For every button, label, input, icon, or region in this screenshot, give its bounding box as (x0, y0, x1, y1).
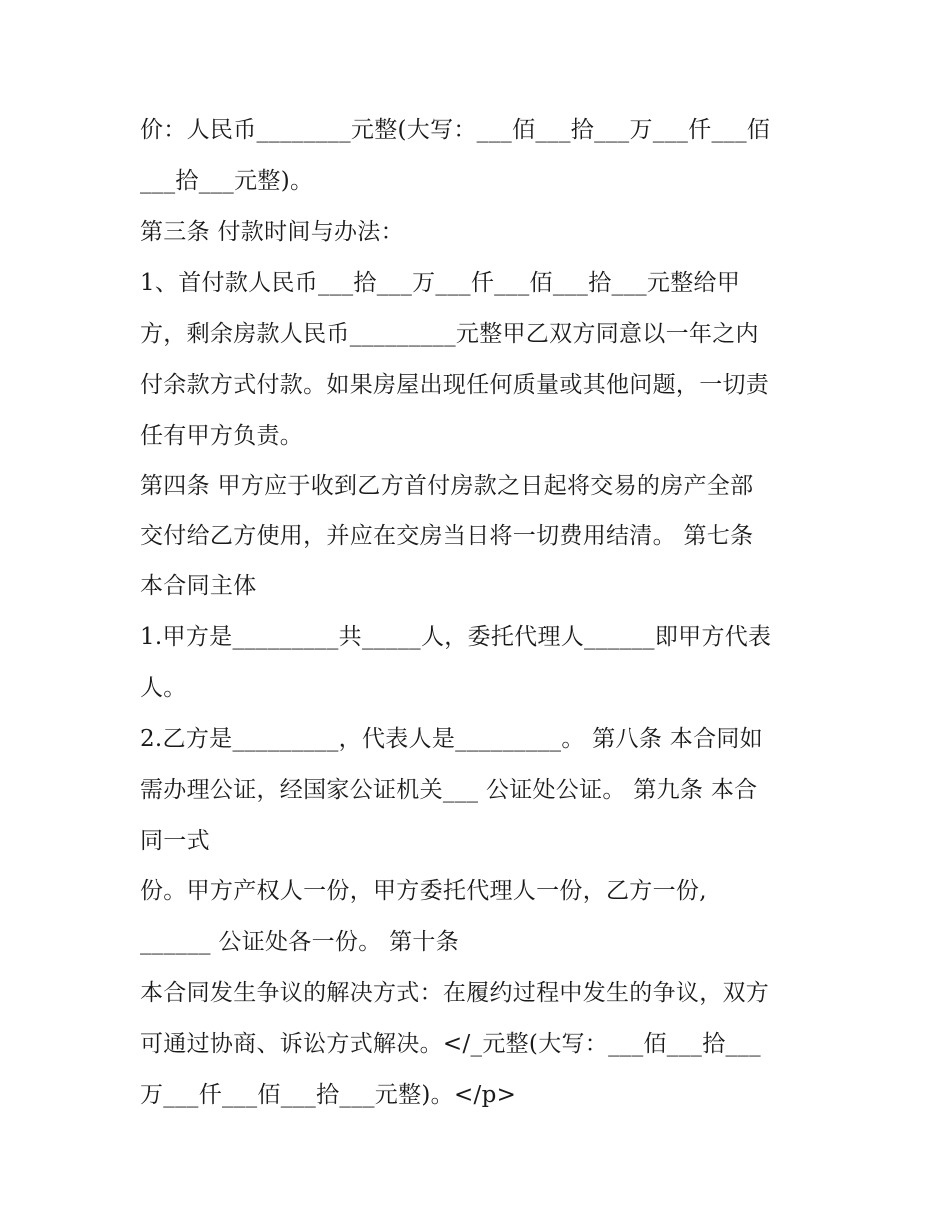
text-line: 可通过协商、诉讼方式解决。</_元整(大写：___佰___拾___ (140, 1031, 761, 1057)
text-line: 万___仟___佰___拾___元整)。</p> (140, 1082, 517, 1108)
text-line: 人。 (140, 675, 187, 701)
text-line: ______ 公证处各一份。 第十条 (140, 929, 460, 955)
text-line: 价：人民币________元整(大写：___佰___拾___万___仟___佰 (140, 117, 771, 143)
text-line: ___拾___元整)。 (140, 168, 314, 194)
text-line: 1、首付款人民币___拾___万___仟___佰___拾___元整给甲 (140, 270, 741, 296)
text-line: 1.甲方是_________共_____人，委托代理人______即甲方代表 (140, 624, 772, 650)
text-line: 交付给乙方使用，并应在交房当日将一切费用结清。 第七条 (140, 523, 754, 549)
text-line: 任有甲方负责。 (140, 423, 304, 449)
text-line: 份。甲方产权人一份，甲方委托代理人一份，乙方一份, (140, 878, 707, 904)
text-line: 付余款方式付款。如果房屋出现任何质量或其他问题，一切责 (140, 372, 770, 398)
text-line: 本合同发生争议的解决方式：在履约过程中发生的争议，双方 (140, 980, 770, 1006)
text-line: 2.乙方是_________，代表人是_________。 第八条 本合同如 (140, 726, 763, 752)
text-line: 第三条 付款时间与办法： (140, 219, 404, 245)
text-line: 同一式 (140, 828, 210, 854)
text-line: 需办理公证，经国家公证机关___ 公证处公证。 第九条 本合 (140, 777, 758, 803)
text-line: 方，剩余房款人民币_________元整甲乙双方同意以一年之内 (140, 321, 759, 347)
text-line: 本合同主体 (140, 573, 257, 599)
text-line: 第四条 甲方应于收到乙方首付房款之日起将交易的房产全部 (140, 473, 754, 499)
